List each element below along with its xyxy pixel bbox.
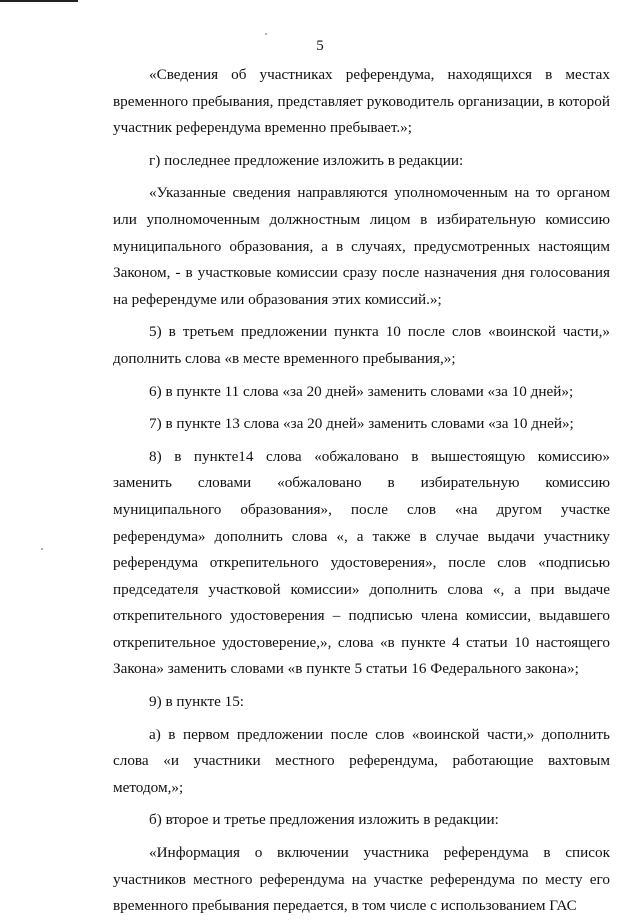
paragraph: 8) в пункте14 слова «обжаловано в вышестоящую комиссию» заменить словами «обжаловано в избирательную комиссию муниципального образования», после слов «на другом участке референдума» дополнить слова «, а также в случае выдачи участнику референдума открепительного удостоверения», после слов «подписью председателя участковой комиссии» дополнить слова «, а при выдаче открепительного удостоверения – подписью члена комиссии, выдавшего открепительное удостоверение,», слова «в пункте 4 статьи 10 настоящего Закона» заменить словами «в пункте 5 статьи 16 Федерального закона»; xyxy=(113,447,610,678)
paragraph: 7) в пункте 13 слова «за 20 дней» заменить словами «за 10 дней»; xyxy=(149,415,574,433)
paragraph: г) последнее предложение изложить в редакции: xyxy=(149,151,464,169)
scan-speck xyxy=(265,33,267,35)
paragraph: «Сведения об участниках референдума, находящихся в местах временного пребывания, представляет руководитель организации, в которой участник референдума временно пребывает.»; xyxy=(113,66,610,137)
paragraph: 6) в пункте 11 слова «за 20 дней» заменить словами «за 10 дней»; xyxy=(149,382,574,400)
top-rule xyxy=(0,0,78,2)
scan-speck xyxy=(41,548,43,550)
paragraph: «Указанные сведения направляются уполномоченным на то органом или уполномоченным должностным лицом в избирательную комиссию муниципального образования, а в случаях, предусмотренных настоящим Законом, - в участковые комиссии сразу после назначения дня голосования на референдуме или образования этих комиссий.»; xyxy=(113,184,610,308)
page-number: 5 xyxy=(316,38,324,54)
paragraph: 9) в пункте 15: xyxy=(149,693,245,711)
paragraph: 5) в третьем предложении пункта 10 после слов «воинской части,» дополнить слова «в месте временного пребывания,»; xyxy=(113,323,610,367)
paragraph: а) в первом предложении после слов «воинской части,» дополнить слова «и участники местного референдума, работающие вахтовым методом,»; xyxy=(113,725,610,796)
paragraph: б) второе и третье предложения изложить в редакции: xyxy=(149,811,499,829)
paragraph: «Информация о включении участника референдума в список участников местного референдума на участке референдума по месту его временного пребывания передается, в том числе с использованием ГАС xyxy=(113,844,610,915)
document-body xyxy=(113,62,610,920)
